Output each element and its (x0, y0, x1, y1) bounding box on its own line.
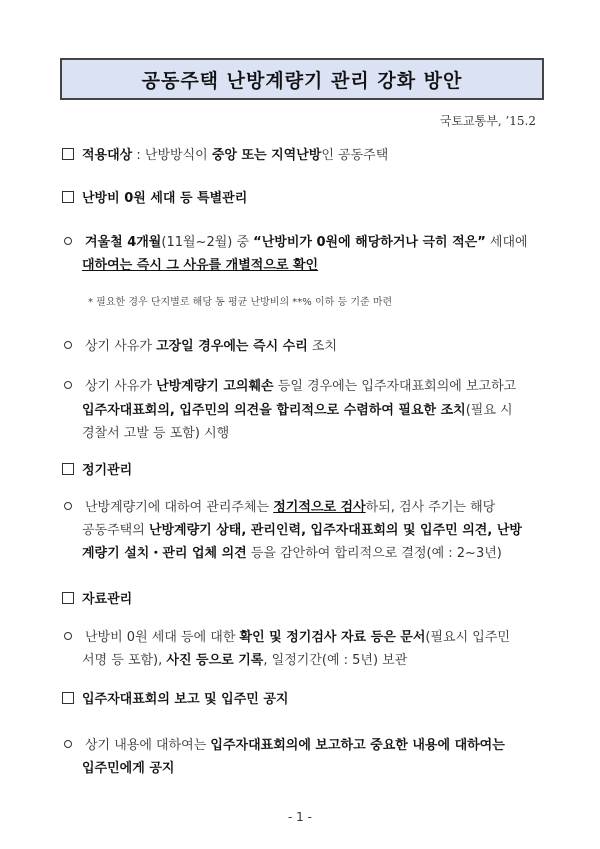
section-heading-special: 난방비 0원 세대 등 특별관리 (62, 187, 550, 211)
page-title (60, 58, 544, 100)
source-line: 국토교통부, ’15.2 (439, 114, 536, 128)
list-item: 상기 사유가 고장일 경우에는 즉시 수리 조치 (62, 335, 550, 359)
checkbox-square-icon (62, 191, 74, 203)
section-heading-regular: 정기관리 (62, 459, 550, 483)
title-text: 공동주택 난방계량기 관리 강화 방안 (141, 69, 463, 92)
list-item-continuation: 계량기 설치・관리 업체 의견 등을 감안하여 합리적으로 결정(예 : 2~3년) (82, 546, 502, 561)
section-heading-records: 자료관리 (62, 588, 550, 612)
list-item-continuation: 경찰서 고발 등 포함) 시행 (82, 426, 230, 441)
list-item-continuation: 서명 등 포함), 사진 등으로 기록, 일정기간(예 : 5년) 보관 (82, 653, 408, 668)
checkbox-square-icon (62, 592, 74, 604)
checkbox-square-icon (62, 148, 74, 160)
list-item: 상기 사유가 난방계량기 고의훼손 등일 경우에는 입주자대표회의에 보고하고 (62, 375, 550, 399)
checkbox-square-icon (62, 463, 74, 475)
section-heading-report: 입주자대표회의 보고 및 입주민 공지 (62, 688, 550, 712)
circle-bullet-icon (64, 381, 72, 389)
circle-bullet-icon (64, 502, 72, 510)
checkbox-square-icon (62, 692, 74, 704)
circle-bullet-icon (64, 237, 72, 245)
list-item: 상기 내용에 대하여는 입주자대표회의에 보고하고 중요한 내용에 대하여는 (62, 734, 550, 758)
list-item: 난방비 0원 세대 등에 대한 확인 및 정기검사 자료 등은 문서(필요시 입주민 (62, 626, 550, 650)
circle-bullet-icon (64, 632, 72, 640)
list-item: 겨울철 4개월(11월~2월) 중 “난방비가 0원에 해당하거나 극히 적은” 세대에 (62, 231, 550, 255)
circle-bullet-icon (64, 341, 72, 349)
list-item-continuation: 공동주택의 난방계량기 상태, 관리인력, 입주자대표회의 및 입주민 의견, 난방 (82, 523, 522, 538)
target-line: 적용대상 : 난방방식이 중앙 또는 지역난방인 공동주택 (62, 144, 550, 168)
list-item-continuation: 입주자대표회의, 입주민의 의견을 합리적으로 수렴하여 필요한 조치(필요 시 (82, 403, 513, 418)
page-number: - 1 - (288, 810, 312, 824)
list-item-continuation: 입주민에게 공지 (82, 761, 175, 776)
footnote: * 필요한 경우 단지별로 해당 동 평균 난방비의 **% 이하 등 기준 마련 (88, 297, 393, 308)
list-item: 난방계량기에 대하여 관리주체는 정기적으로 검사하되, 검사 주기는 해당 (62, 496, 550, 520)
circle-bullet-icon (64, 740, 72, 748)
list-item-continuation: 대하여는 즉시 그 사유를 개별적으로 확인 (82, 258, 319, 273)
